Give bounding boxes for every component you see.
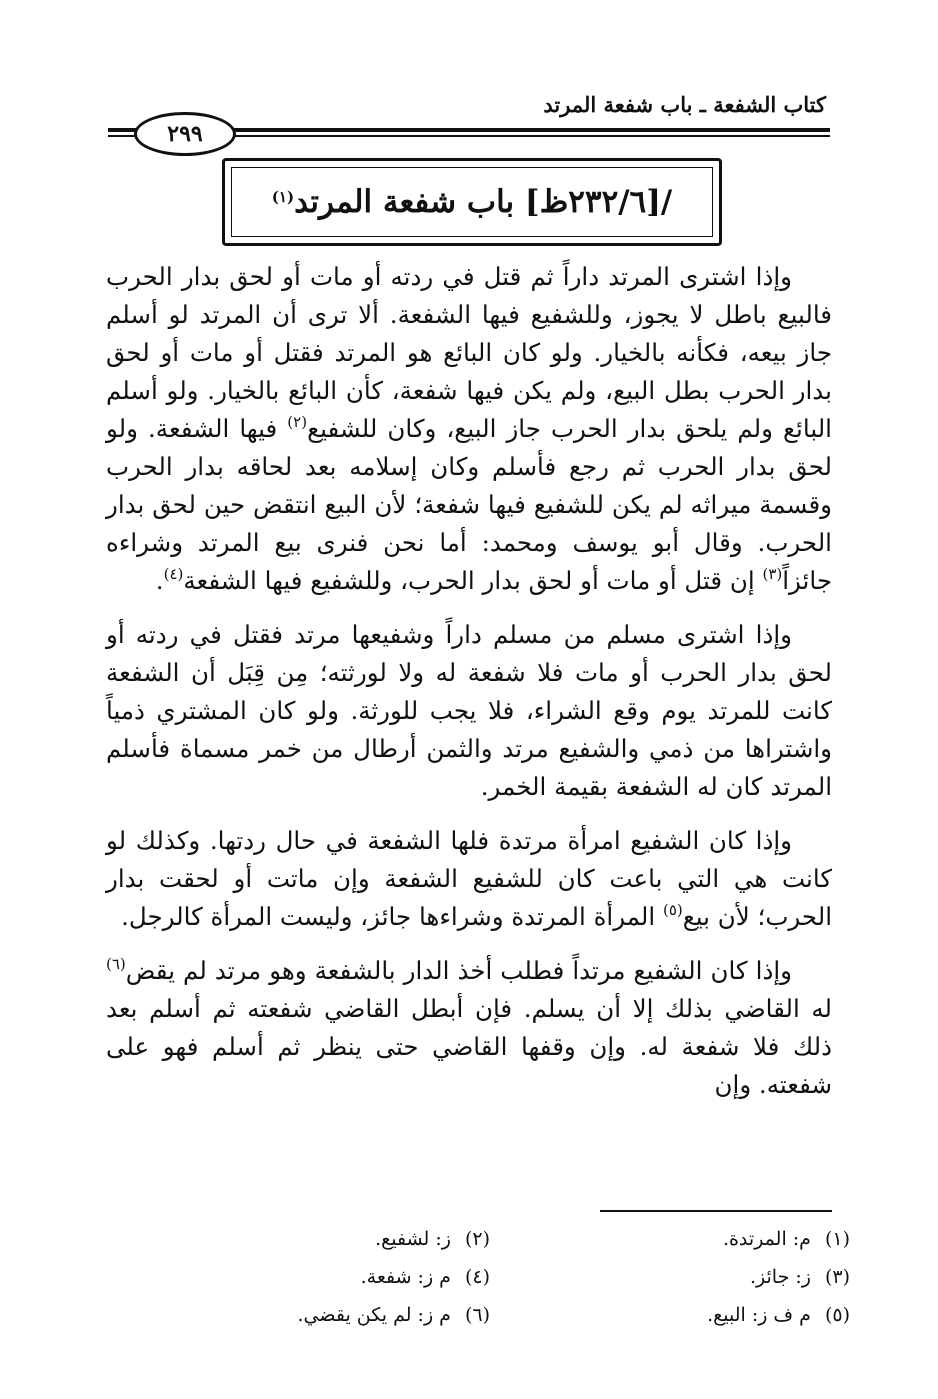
running-header-title: كتاب الشفعة ـ باب شفعة المرتد (543, 92, 826, 117)
footnote-number: (١) (824, 1228, 850, 1250)
footnote-number: (٤) (464, 1266, 490, 1288)
footnote-text: م: المرتدة. (722, 1228, 811, 1250)
footnote-item (490, 1298, 850, 1332)
footnote-ref: (٢) (287, 413, 308, 431)
footnote-number: (٥) (824, 1304, 850, 1326)
footnote-ref: (٦) (106, 955, 126, 973)
footnote-text: م ز: شفعة. (360, 1266, 451, 1288)
footnote-ref: (٥) (662, 901, 683, 919)
footnote-item (210, 1260, 490, 1294)
paragraph-text: فيها الشفعة. ولو لحق بدار الحرب ثم رجع فأسلم وكان إسلامه بعد لحاقه بدار الحرب وقسمة ميراثه لم يكن للشفيع فيها شفعة؛ لأن البيع انتقض حين لحق بدار الحرب. وقال أبو يوسف ومحمد: أما نحن فنرى بيع المرتد وشراءه جائزاً (106, 414, 832, 595)
chapter-title-frame (222, 158, 722, 246)
footnote-ref: (٤) (163, 565, 184, 583)
paragraph-text: وإذا اشترى مسلم من مسلم داراً وشفيعها مرتد فقتل في ردته أو لحق بدار الحرب أو مات فلا شفعة له ولا لورثته؛ مِن قِبَل أن الشفعة كانت للمرتد يوم وقع الشراء، فلا يجب للورثة. ولو كان المشتري ذمياً واشتراها من ذمي والشفيع مرتد والثمن أرطال من خمر مسماة فأسلم المرتد كان له الشفعة بقيمة الخمر. (106, 620, 832, 801)
chapter-title-text: /[٢٣٢/٦ظ] باب شفعة المرتد (294, 184, 673, 220)
footnote-item (210, 1222, 490, 1256)
body-paragraph (106, 952, 832, 1104)
page-number: ٢٩٩ (134, 112, 236, 156)
footnote-text: م ز: لم يكن يقضي. (297, 1304, 451, 1326)
paragraph-text: . (155, 566, 164, 595)
chapter-title (272, 184, 672, 220)
footnote-ref: (٣) (762, 565, 783, 583)
footnote-item (490, 1222, 850, 1256)
footnote-item (210, 1298, 490, 1332)
body-paragraph (106, 616, 832, 806)
footnote-number: (٣) (824, 1266, 850, 1288)
chapter-title-inner-frame (231, 167, 713, 237)
footnote-separator (600, 1210, 832, 1212)
body-paragraph (106, 258, 832, 600)
footnote-text: ز: جائز. (749, 1266, 811, 1288)
paragraph-text: له القاضي بذلك إلا أن يسلم. فإن أبطل القاضي شفعته ثم أسلم بعد ذلك فلا شفعة له. وإن وقفها القاضي حتى ينظر ثم أسلم فهو على شفعته. وإن (106, 994, 832, 1099)
paragraph-text: وإذا اشترى المرتد داراً ثم قتل في ردته أو مات أو لحق بدار الحرب فالبيع باطل لا يجوز، وللشفيع فيها الشفعة. ألا ترى أن المرتد لو أسلم جاز بيعه، فكأنه بالخيار. ولو كان البائع هو المرتد فقتل أو مات أو لحق بدار الحرب بطل البيع، ولم يكن فيها شفعة، كأن البائع بالخيار. ولو أسلم البائع ولم يلحق بدار الحرب جاز البيع، وكان للشفيع (106, 262, 832, 443)
footnote-number: (٢) (464, 1228, 490, 1250)
footnote-text: ز: لشفيع. (375, 1228, 451, 1250)
footnote-text: م ف ز: البيع. (707, 1304, 811, 1326)
footnote-number: (٦) (464, 1304, 490, 1326)
paragraph-text: وإذا كان الشفيع مرتداً فطلب أخذ الدار بالشفعة وهو مرتد لم يقض (125, 956, 792, 985)
footnotes (210, 1222, 850, 1332)
chapter-title-note-ref: (١) (271, 188, 295, 206)
body-text (106, 258, 832, 1120)
paragraph-text: إن قتل أو مات أو لحق بدار الحرب، وللشفيع فيها الشفعة (183, 566, 763, 595)
paragraph-text: المرأة المرتدة وشراءها جائز، وليست المرأة كالرجل. (121, 902, 663, 931)
body-paragraph (106, 822, 832, 936)
paragraph-text: وإذا كان الشفيع امرأة مرتدة فلها الشفعة في حال ردتها. وكذلك لو كانت هي التي باعت كان للشفيع الشفعة وإن ماتت أو لحقت بدار الحرب؛ لأن بيع (106, 826, 832, 931)
footnote-item (490, 1260, 850, 1294)
